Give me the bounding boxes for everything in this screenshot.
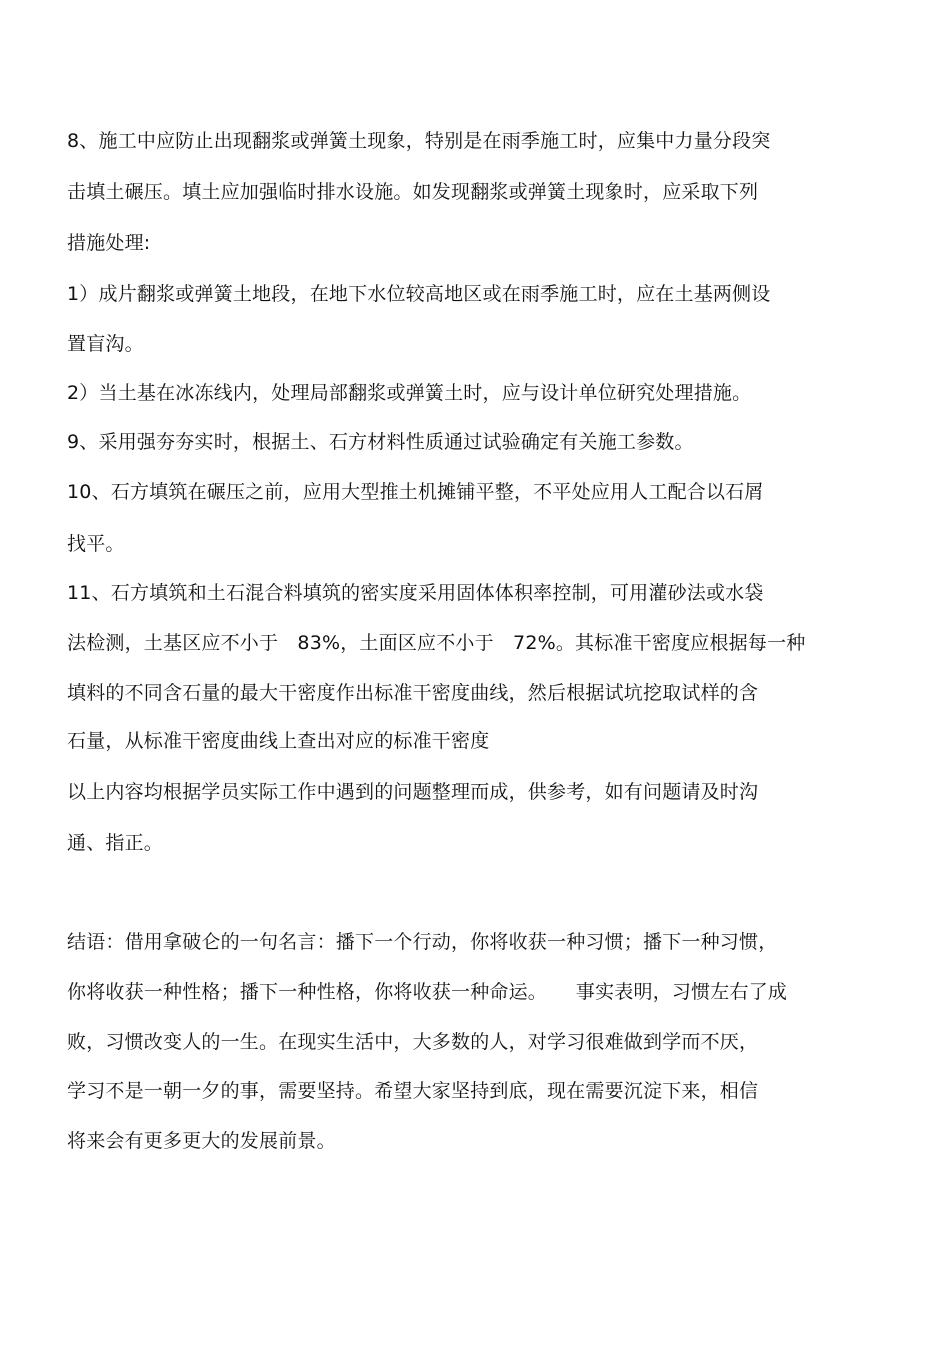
paragraph-line: 措施处理:: [67, 232, 151, 254]
paragraph-line: 击填土碾压。填土应加强临时排水设施。如发现翻浆或弹簧土现象时，应采取下列: [67, 181, 759, 203]
paragraph-line: 11、石方填筑和土石混合料填筑的密实度采用固体体积率控制，可用灌砂法或水袋: [67, 582, 764, 604]
conclusion-line: 败，习惯改变人的一生。在现实生活中，大多数的人，对学习很难做到学而不厌，: [67, 1031, 759, 1053]
paragraph-line: 法检测，土基区应不小于 83%，土面区应不小于 72%。其标准干密度应根据每一种: [67, 632, 806, 654]
paragraph-line: 2）当土基在冰冻线内，处理局部翻浆或弹簧土时，应与设计单位研究处理措施。: [67, 382, 752, 404]
paragraph-line: 置盲沟。: [67, 333, 144, 355]
conclusion-line: 将来会有更多更大的发展前景。: [67, 1130, 336, 1152]
paragraph-line: 8、施工中应防止出现翻浆或弹簧土现象，特别是在雨季施工时，应集中力量分段突: [67, 130, 771, 152]
paragraph-line: 以上内容均根据学员实际工作中遇到的问题整理而成，供参考，如有问题请及时沟: [67, 781, 759, 803]
conclusion-line: 学习不是一朝一夕的事，需要坚持。希望大家坚持到底，现在需要沉淀下来，相信: [67, 1080, 759, 1102]
conclusion-line: 结语：借用拿破仑的一句名言：播下一个行动，你将收获一种习惯；播下一种习惯，: [67, 931, 778, 953]
paragraph-line: 10、石方填筑在碾压之前，应用大型推土机摊铺平整，不平处应用人工配合以石屑: [67, 481, 764, 503]
conclusion-line: 你将收获一种性格；播下一种性格，你将收获一种命运。 事实表明，习惯左右了成: [67, 981, 788, 1003]
paragraph-line: 找平。: [67, 533, 125, 555]
paragraph-line: 填料的不同含石量的最大干密度作出标准干密度曲线，然后根据试坑挖取试样的含: [67, 682, 759, 704]
paragraph-line: 1）成片翻浆或弹簧土地段，在地下水位较高地区或在雨季施工时，应在土基两侧设: [67, 283, 771, 305]
paragraph-line: 通、指正。: [67, 832, 164, 854]
paragraph-line: 9、采用强夯夯实时，根据土、石方材料性质通过试验确定有关施工参数。: [67, 431, 694, 453]
paragraph-line: 石量，从标准干密度曲线上查出对应的标准干密度: [67, 730, 490, 752]
